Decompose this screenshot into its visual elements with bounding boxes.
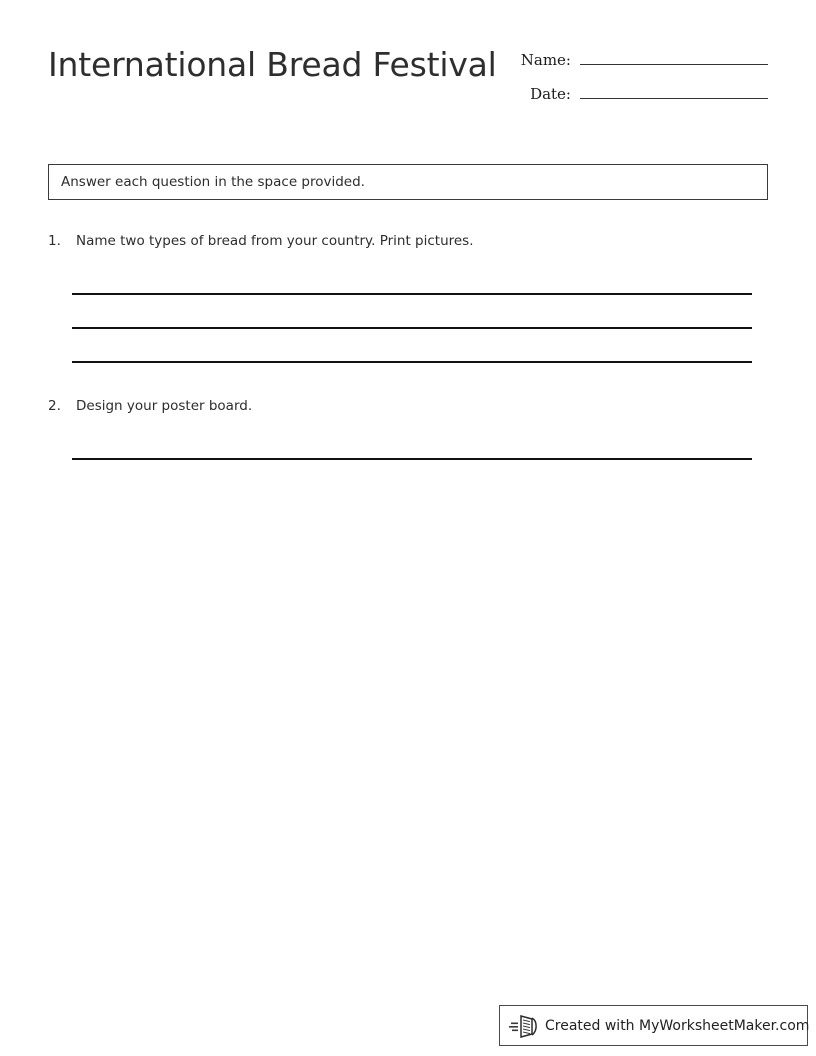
questions-list [48, 232, 768, 460]
answer-line[interactable] [72, 329, 752, 363]
answer-lines [72, 426, 752, 460]
instructions-text: Answer each question in the space provided. [61, 174, 365, 190]
date-row [503, 84, 768, 118]
answer-line[interactable] [72, 261, 752, 295]
question-text: Design your poster board. [76, 398, 253, 414]
question-heading [48, 397, 768, 415]
worksheet-header [48, 44, 768, 124]
question-number: 2. [48, 398, 61, 414]
date-write-in-line[interactable] [580, 84, 768, 99]
footer-attribution-text: Created with MyWorksheetMaker.com [545, 1017, 810, 1034]
date-label: Date: [530, 85, 571, 103]
page-title: International Bread Festival [48, 45, 497, 84]
question-item [48, 397, 768, 460]
name-write-in-line[interactable] [580, 50, 768, 65]
instructions-box [48, 164, 768, 200]
answer-line[interactable] [72, 295, 752, 329]
answer-lines [72, 261, 752, 363]
question-text: Name two types of bread from your country. Print pictures. [76, 233, 474, 249]
question-item [48, 232, 768, 363]
question-heading [48, 232, 768, 250]
name-row [503, 50, 768, 84]
question-number: 1. [48, 233, 61, 249]
myworksheetmaker-logo-icon [509, 1013, 543, 1039]
name-label: Name: [520, 51, 571, 69]
footer-attribution-badge[interactable] [499, 1005, 808, 1046]
name-date-block [503, 50, 768, 118]
answer-line[interactable] [72, 426, 752, 460]
